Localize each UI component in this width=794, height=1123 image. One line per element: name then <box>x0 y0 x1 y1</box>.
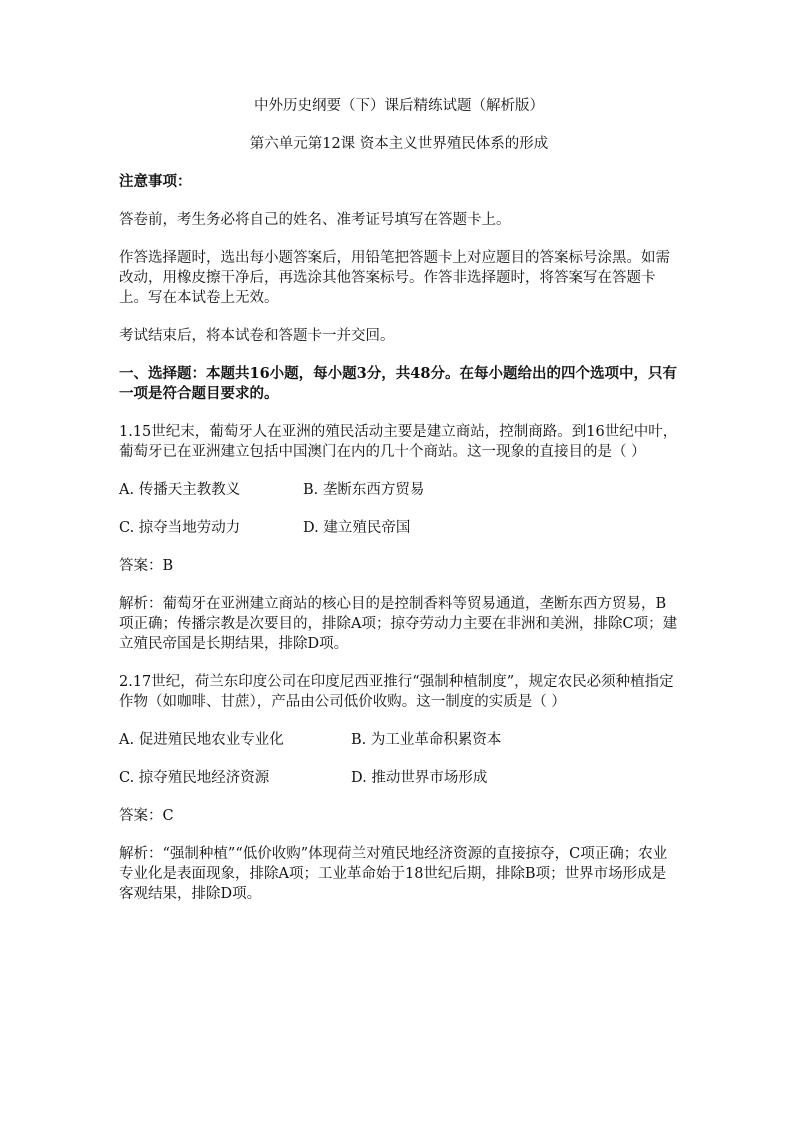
notice-heading: 注意事项： <box>119 173 192 190</box>
option-a: A. 传播天主教教义 <box>119 482 241 498</box>
document-title: 中外历史纲要（下）课后精练试题（解析版） <box>254 98 544 114</box>
option-d: D. 推动世界市场形成 <box>351 770 488 786</box>
options-row <box>119 730 679 750</box>
document-subtitle: 第六单元第12课 资本主义世界殖民体系的形成 <box>249 136 549 152</box>
document-body <box>119 96 679 922</box>
option-b: B. 垄断东西方贸易 <box>303 482 425 498</box>
notice-item: 考试结束后，将本试卷和答题卡一并交回。 <box>119 328 395 344</box>
section-heading: 一、选择题：本题共16小题，每小题3分，共48分。在每小题给出的四个选项中，只有一项是符合题目要求的。 <box>119 365 677 402</box>
option-d: D. 建立殖民帝国 <box>303 520 411 536</box>
question-stem: 2.17世纪，荷兰东印度公司在印度尼西亚推行“强制种植制度”，规定农民必须种植指定作物（如咖啡、甘蔗），产品由公司低价收购。这一制度的实质是（ ） <box>119 674 674 710</box>
question-stem: 1.15世纪末，葡萄牙人在亚洲的殖民活动主要是建立商站，控制商路。到16世纪中叶，葡萄牙已在亚洲建立包括中国澳门在内的几十个商站。这一现象的直接目的是（ ） <box>119 424 678 460</box>
option-c: C. 掠夺当地劳动力 <box>119 520 241 536</box>
options-row <box>119 480 679 500</box>
option-c: C. 掠夺殖民地经济资源 <box>119 770 270 786</box>
answer: 答案：C <box>119 808 174 824</box>
analysis: 解析：葡萄牙在亚洲建立商站的核心目的是控制香料等贸易通道，垄断东西方贸易，B项正确；传播宗教是次要目的，排除A项；掠夺劳动力主要在非洲和美洲，排除C项；建立殖民帝国是长期结果，排除D项。 <box>119 596 678 652</box>
answer: 答案：B <box>119 558 174 574</box>
analysis: 解析：“强制种植”“低价收购”体现荷兰对殖民地经济资源的直接掠夺，C项正确；农业专业化是表面现象，排除A项；工业革命始于18世纪后期，排除B项；世界市场形成是客观结果，排除D项。 <box>119 846 668 902</box>
options-row <box>119 768 679 788</box>
option-a: A. 促进殖民地农业专业化 <box>119 732 284 748</box>
notice-item: 作答选择题时，选出每小题答案后，用铅笔把答题卡上对应题目的答案标号涂黑。如需改动，用橡皮擦干净后，再选涂其他答案标号。作答非选择题时，将答案写在答题卡上。写在本试卷上无效。 <box>119 250 670 306</box>
options-row <box>119 518 679 538</box>
option-b: B. 为工业革命积累资本 <box>351 732 502 748</box>
notice-item: 答卷前，考生务必将自己的姓名、准考证号填写在答题卡上。 <box>119 212 511 228</box>
